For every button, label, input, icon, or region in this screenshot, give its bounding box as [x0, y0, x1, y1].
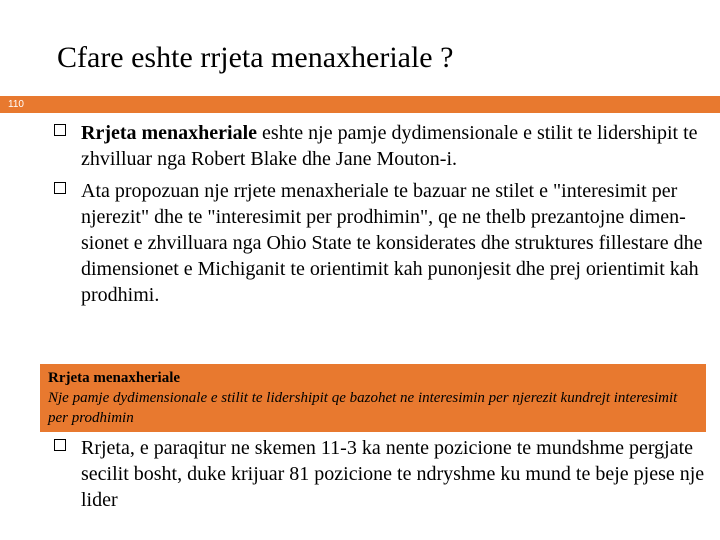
slide-number: 110: [8, 99, 24, 110]
bullet-item: [50, 178, 710, 308]
bullet-list-top: [50, 120, 710, 308]
bullet-text: Rrjeta, e paraqitur ne skemen 11-3 ka nente pozicione te mundshme pergjate secilit bosht, duke krijuar 81 pozicione te ndryshme ku mund te beje pjese nje lider: [81, 437, 705, 511]
definition-title: Rrjeta menaxheriale: [48, 370, 181, 386]
bullet-text: eshte nje pamje dydimensionale e stilit te lidershipit te zhvilluar nga Robert Blake dhe Jane Mouton-i.: [81, 122, 698, 170]
bullet-item: [50, 120, 710, 172]
bullet-bold-lead: Rrjeta menaxheriale: [81, 122, 258, 144]
definition-box: [40, 364, 706, 432]
bullet-list-bottom: [50, 435, 710, 513]
bullet-text: Ata propozuan nje rrjete menaxheriale te bazuar ne stilet e "interesimit per njerezit" dhe te "interesimit per prodhimin", qe ne thelb prezantojne dimen-sionet e zhvilluara nga Ohio State te konsiderates dhe struktures fillestare dhe dimensionet e Michiganit te orientimit kah punonjesit dhe prej orientimit kah prodhimi.: [81, 180, 703, 306]
checkbox-bullet-icon: [54, 439, 66, 451]
bullet-item: [50, 435, 710, 513]
accent-bar: [0, 96, 720, 113]
checkbox-bullet-icon: [54, 182, 66, 194]
checkbox-bullet-icon: [54, 124, 66, 136]
slide-title: Cfare eshte rrjeta menaxheriale ?: [57, 41, 454, 74]
definition-body: Nje pamje dydimensionale e stilit te lidershipit qe bazohet ne interesimin per njerezit kundrejt interesimit per prodhimin: [48, 390, 678, 426]
